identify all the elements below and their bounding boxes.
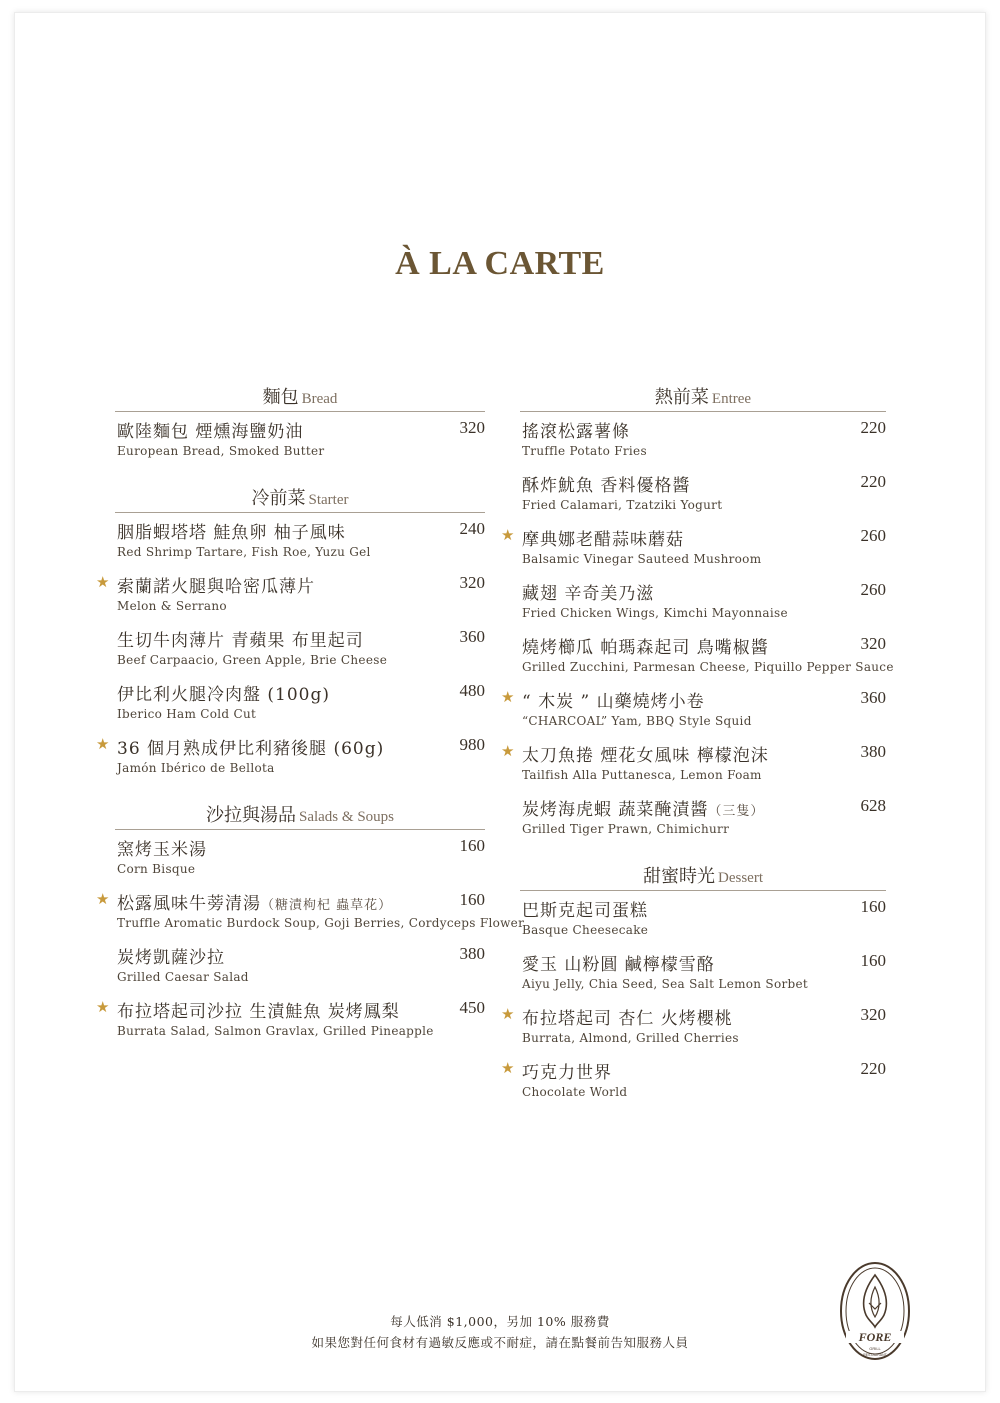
star-icon: ★ [96, 998, 110, 1016]
menu-item-name-zh [522, 741, 769, 766]
menu-item-name-main: 巧克力世界 [522, 1063, 612, 1083]
menu-item-name-zh [522, 896, 648, 921]
menu-item-name-main: 藏翅 辛奇美乃滋 [522, 584, 655, 604]
logo-subtext: GRILL [869, 1346, 881, 1351]
menu-item-name-zh [522, 579, 654, 604]
menu-item [520, 630, 894, 684]
menu-item-name-main: 炭烤凱薩沙拉 [117, 948, 225, 968]
section-heading [520, 383, 886, 412]
menu-item-name-zh [522, 525, 684, 550]
minimum-charge-note: 每人低消 $1,000，另加 10% 服務費 [390, 1314, 610, 1329]
menu-item [96, 569, 485, 623]
menu-item-name-main: “ 木炭 ” 山藥燒烤小卷 [522, 692, 705, 712]
menu-item-price: 160 [459, 890, 485, 909]
section-spacer [115, 785, 485, 801]
menu-item-price: 320 [459, 573, 485, 592]
menu-item-name-main: 索蘭諾火腿與哈密瓜薄片 [117, 577, 315, 597]
menu-item [115, 940, 485, 994]
menu-item-price: 260 [860, 526, 886, 545]
menu-item-name-en: “CHARCOAL” Yam, BBQ Style Squid [522, 714, 752, 728]
menu-item-price: 240 [459, 519, 485, 538]
menu-item-price: 980 [459, 735, 485, 754]
menu-item-name-main: 胭脂蝦塔塔 鮭魚卵 柚子風味 [117, 523, 346, 543]
menu-item-name-en: Tailfish Alla Puttanesca, Lemon Foam [522, 768, 762, 782]
menu-item-name-main: 松露風味牛蒡清湯 [117, 894, 261, 914]
menu-item-name-en: Jamón Ibérico de Bellota [117, 761, 275, 775]
section-spacer [520, 846, 886, 862]
star-icon: ★ [96, 890, 110, 908]
menu-item [115, 677, 485, 731]
section-spacer [115, 468, 485, 484]
section-heading [520, 862, 886, 891]
menu-item-name-zh [522, 687, 705, 712]
menu-item-name-zh [117, 997, 400, 1022]
menu-item-price: 160 [860, 897, 886, 916]
menu-item [96, 731, 485, 785]
section-title-zh: 麵包 [262, 387, 299, 408]
menu-item [501, 1055, 886, 1109]
menu-item-name-en: Truffle Aromatic Burdock Soup, Goji Berries, Cordyceps Flower [117, 916, 525, 930]
menu-item [115, 414, 485, 468]
star-icon: ★ [501, 688, 515, 706]
menu-item-name-main: 36 個月熟成伊比利豬後腿 (60g) [117, 739, 385, 759]
section-title-en: Salads & Soups [298, 809, 394, 825]
menu-item-name-zh [522, 1004, 733, 1029]
menu-item-name-zh [522, 417, 630, 442]
menu-item-name-main: 炭烤海虎蝦 蔬菜醃漬醬 [522, 800, 709, 820]
section-heading [115, 801, 485, 830]
menu-item-name-zh [522, 1058, 612, 1083]
menu-item-name-zh [522, 633, 769, 658]
menu-item-name-main: 摩典娜老醋蒜味蘑菇 [522, 530, 684, 550]
menu-item-price: 160 [860, 951, 886, 970]
menu-item-price: 220 [860, 1059, 886, 1078]
menu-item-name-en: Burrata Salad, Salmon Gravlax, Grilled Pineapple [117, 1024, 434, 1038]
menu-item-price: 360 [860, 688, 886, 707]
menu-item-name-en: Grilled Tiger Prawn, Chimichurr [522, 822, 730, 836]
menu-item-price: 220 [860, 472, 886, 491]
menu-item-name-zh [522, 471, 690, 496]
menu-item-price: 380 [860, 742, 886, 761]
menu-item-name-en: Grilled Zucchini, Parmesan Cheese, Piquillo Pepper Sauce [522, 660, 894, 674]
menu-item-name-zh [117, 734, 384, 759]
menu-item-name-zh [117, 518, 346, 543]
menu-item-price: 480 [459, 681, 485, 700]
left-column [96, 383, 525, 1048]
menu-item-name-en: Corn Bisque [117, 862, 196, 876]
menu-item-price: 260 [860, 580, 886, 599]
logo-subtext2: RESTAURANT [863, 1353, 887, 1357]
menu-item-name-zh [117, 417, 303, 442]
menu-item-name-en: Beef Carpaacio, Green Apple, Brie Cheese [117, 653, 388, 667]
menu-item [520, 893, 886, 947]
menu-item [115, 515, 485, 569]
menu-item-price: 380 [459, 944, 485, 963]
menu-item [501, 522, 886, 576]
menu-item-name-zh [117, 835, 207, 860]
menu-item-price: 628 [860, 796, 886, 815]
section-title-zh: 熱前菜 [654, 387, 709, 408]
section-title-zh: 沙拉與湯品 [205, 805, 296, 826]
menu-item-name-zh [117, 889, 392, 914]
menu-item-name-en: Red Shrimp Tartare, Fish Roe, Yuzu Gel [117, 545, 371, 559]
menu-item [501, 1001, 886, 1055]
menu-item [520, 792, 886, 846]
star-icon: ★ [501, 1059, 515, 1077]
menu-item [501, 738, 886, 792]
menu-item-name-main: 歐陸麵包 煙燻海鹽奶油 [117, 422, 304, 442]
allergy-note: 如果您對任何食材有過敏反應或不耐症，請在點餐前告知服務人員 [311, 1335, 689, 1350]
menu-item-note: （三隻） [708, 804, 765, 819]
menu-item [115, 623, 485, 677]
menu-item-name-en: Burrata, Almond, Grilled Cherries [522, 1031, 739, 1045]
menu-item-price: 320 [860, 634, 886, 653]
star-icon: ★ [501, 1005, 515, 1023]
star-icon: ★ [501, 742, 515, 760]
menu-item [96, 994, 485, 1048]
menu-item-name-en: Balsamic Vinegar Sauteed Mushroom [522, 552, 762, 566]
section-title-en: Dessert [718, 870, 763, 886]
menu-item-name-en: Truffle Potato Fries [522, 444, 647, 458]
page-title: À LA CARTE [395, 245, 605, 282]
menu-item-name-en: Basque Cheesecake [522, 923, 649, 937]
section-title-zh: 冷前菜 [251, 488, 306, 509]
menu-item-name-en: Fried Chicken Wings, Kimchi Mayonnaise [522, 606, 788, 620]
menu-item-price: 160 [459, 836, 485, 855]
menu-item-name-en: Chocolate World [522, 1085, 628, 1099]
star-icon: ★ [96, 573, 110, 591]
menu-item-name-zh [117, 572, 315, 597]
menu-item-name-main: 太刀魚捲 煙花女風味 檸檬泡沫 [522, 746, 769, 766]
menu-item-name-main: 愛玉 山粉圓 鹹檸檬雪酪 [522, 955, 715, 975]
menu-item-price: 320 [459, 418, 485, 437]
menu-item-name-main: 布拉塔起司 杏仁 火烤櫻桃 [522, 1009, 733, 1029]
star-icon: ★ [501, 526, 515, 544]
menu-item-name-main: 巴斯克起司蛋糕 [522, 901, 648, 921]
menu-item [115, 832, 485, 886]
menu-item-name-main: 燒烤櫛瓜 帕瑪森起司 鳥嘴椒醬 [522, 638, 769, 658]
menu-item-name-en: Melon & Serrano [117, 599, 227, 613]
menu-item-price: 220 [860, 418, 886, 437]
section-title-zh: 甜蜜時光 [643, 866, 715, 887]
menu-item-name-en: Fried Calamari, Tzatziki Yogurt [522, 498, 723, 512]
menu-item-price: 450 [459, 998, 485, 1017]
menu-item-price: 360 [459, 627, 485, 646]
section-title-en: Entree [711, 391, 752, 407]
logo-text: FORE [858, 1330, 892, 1344]
menu-item-name-zh [117, 943, 225, 968]
menu-item [520, 576, 886, 630]
menu-item [96, 886, 525, 940]
section-title-en: Starter [308, 492, 349, 508]
restaurant-logo-icon [836, 1257, 914, 1369]
menu-item-name-main: 窯烤玉米湯 [117, 840, 207, 860]
menu-item-name-zh [522, 795, 764, 820]
menu-item-name-zh [117, 626, 364, 651]
menu-item [520, 414, 886, 468]
menu-item-price: 320 [860, 1005, 886, 1024]
section-heading [115, 484, 485, 513]
menu-item-note: （糖漬枸杞 蟲草花） [261, 898, 393, 913]
section-title-en: Bread [301, 391, 338, 407]
menu-item [520, 947, 886, 1001]
right-column [501, 383, 894, 1109]
menu-item-name-main: 酥炸魷魚 香料優格醬 [522, 476, 691, 496]
menu-item [501, 684, 886, 738]
section-heading [115, 383, 485, 412]
menu-item-name-zh [117, 680, 330, 705]
menu-item-name-main: 搖滾松露薯條 [522, 422, 630, 442]
menu-item-name-main: 布拉塔起司沙拉 生漬鮭魚 炭烤鳳梨 [117, 1002, 400, 1022]
menu-item-name-en: Iberico Ham Cold Cut [117, 707, 257, 721]
menu-item [520, 468, 886, 522]
menu-item-name-en: Grilled Caesar Salad [117, 970, 249, 984]
menu-item-name-en: Aiyu Jelly, Chia Seed, Sea Salt Lemon Sorbet [522, 977, 809, 991]
star-icon: ★ [96, 735, 110, 753]
menu-item-name-main: 伊比利火腿冷肉盤 (100g) [117, 685, 330, 705]
menu-item-name-en: European Bread, Smoked Butter [117, 444, 325, 458]
menu-item-name-main: 生切牛肉薄片 青蘋果 布里起司 [117, 631, 364, 651]
menu-item-name-zh [522, 950, 715, 975]
